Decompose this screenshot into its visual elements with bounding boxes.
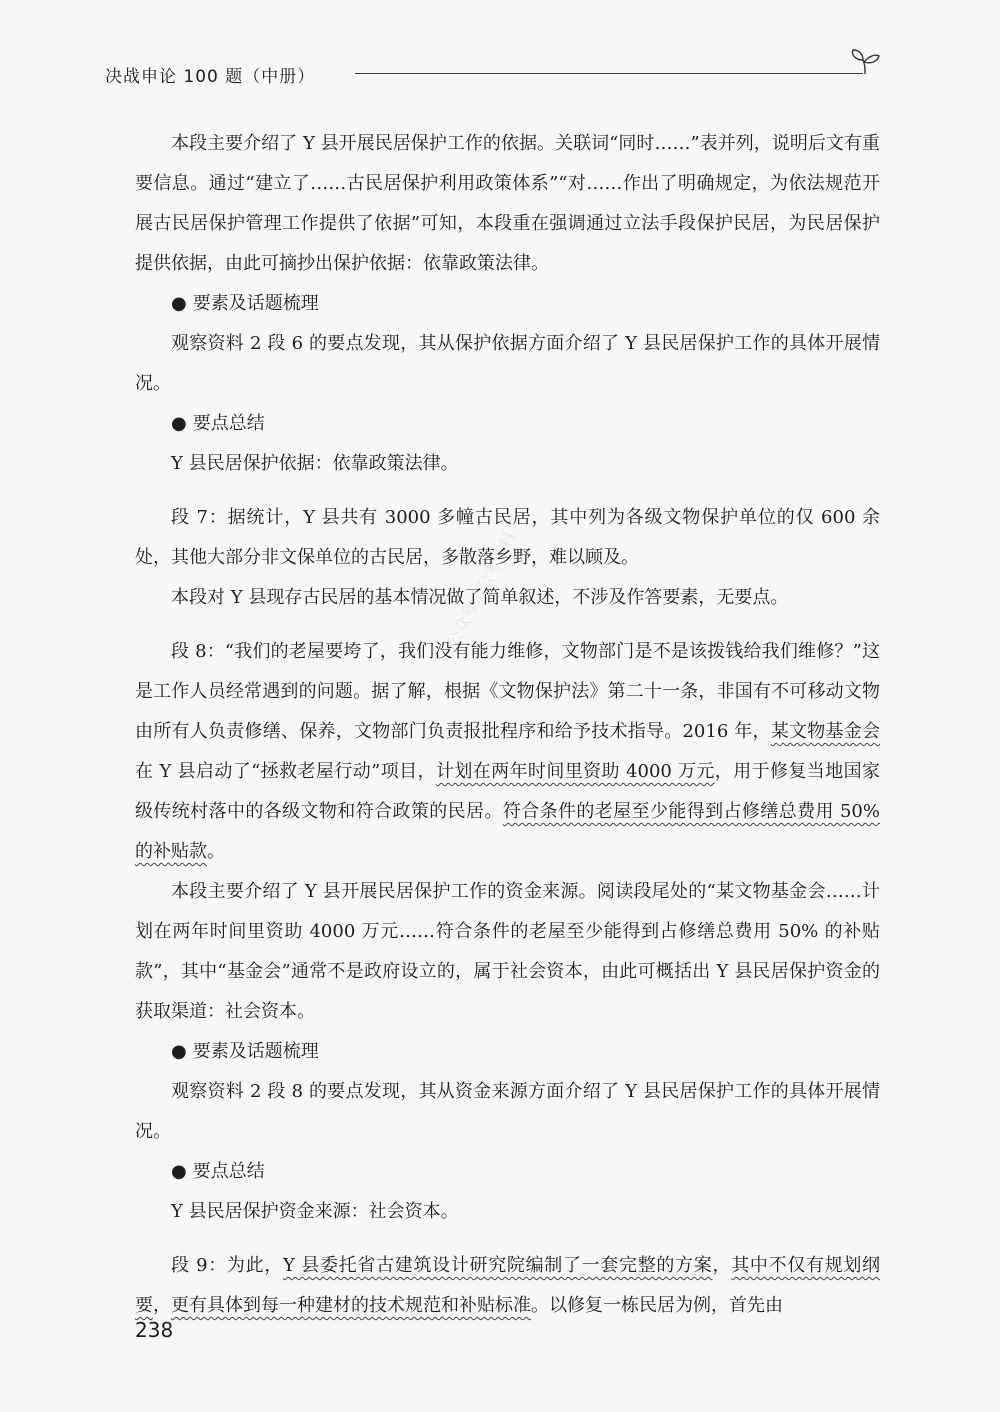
watermark: 公众号：公考资料 <box>442 528 520 651</box>
paragraph-observe-8: 观察资料 2 段 8 的要点发现，其从资金来源方面介绍了 Y 县民居保护工作的具体开展情况。 <box>135 1081 880 1142</box>
text-segment: 。以修复一栋民居为例，首先由 <box>531 1295 783 1316</box>
text-segment: 在 Y 县启动了“拯救老屋行动”项目， <box>135 761 436 782</box>
bullet-icon: ● <box>171 1161 187 1182</box>
heading-elements-2 <box>135 1032 880 1072</box>
underlined-phrase: 某文物基金会 <box>770 721 880 742</box>
bullet-icon: ● <box>171 1041 187 1062</box>
underlined-phrase: 更有具体到每一种建材的技术规范和补贴标准 <box>171 1295 531 1316</box>
header-rule <box>355 73 863 74</box>
paragraph-source-9 <box>135 1246 880 1326</box>
heading-text: 要素及话题梳理 <box>192 293 319 314</box>
page-content <box>135 124 880 1326</box>
paragraph-analysis-6: 本段主要介绍了 Y 县开展民居保护工作的依据。关联词“同时……”表并列，说明后文有重要信息。通过“建立了……古民居保护利用政策体系”“对……作出了明确规定，为依法规范开展古民居保护管理工作提供了依据”可知，本段重在强调通过立法手段保护民居，为民居保护提供依据，由此可摘抄出保护依据：依靠政策法律。 <box>135 133 880 274</box>
text-segment: 段 8：“我们的老屋要垮了，我们没有能力维修，文物部门是不是该拨钱给我们维修？”这是工作人员经常遇到的问题。据了解，根据《文物保护法》第二十一条，非国有不可移动文物由所有人负责修缮、保养，文物部门负责报批程序和给予技术指导。2016 年， <box>135 641 880 742</box>
heading-summary-1 <box>135 404 880 444</box>
heading-text: 要点总结 <box>192 413 265 434</box>
text-segment: ， <box>153 1295 171 1316</box>
text-segment: 。 <box>207 841 225 862</box>
underlined-phrase: 符合条件的老屋至少能得到占修缮总费用 50% 的补贴款 <box>135 801 880 862</box>
running-header <box>105 50 885 90</box>
paragraph-summary-6: Y 县民居保护依据：依靠政策法律。 <box>171 453 459 474</box>
sprout-icon <box>845 44 885 84</box>
paragraph-source-8 <box>135 632 880 872</box>
heading-summary-2 <box>135 1152 880 1192</box>
text-segment: 段 9：为此， <box>171 1255 284 1276</box>
heading-text: 要点总结 <box>192 1161 265 1182</box>
heading-text: 要素及话题梳理 <box>192 1041 319 1062</box>
paragraph-analysis-8: 本段主要介绍了 Y 县开展民居保护工作的资金来源。阅读段尾处的“某文物基金会……计划在两年时间里资助 4000 万元……符合条件的老屋至少能得到占修缮总费用 50% 的补贴款”，其中“基金会”通常不是政府设立的，属于社会资本，由此可概括出 Y 县民居保护资金的获取渠道：社会资本。 <box>135 881 880 1022</box>
paragraph-source-7: 段 7：据统计，Y 县共有 3000 多幢古民居，其中列为各级文物保护单位的仅 600 余处，其他大部分非文保单位的古民居，多散落乡野，难以顾及。 <box>135 507 880 568</box>
paragraph-analysis-7: 本段对 Y 县现存古民居的基本情况做了简单叙述，不涉及作答要素，无要点。 <box>171 587 789 608</box>
bullet-icon: ● <box>171 413 187 434</box>
heading-elements-1 <box>135 284 880 324</box>
text-segment: ， <box>712 1255 732 1276</box>
underlined-phrase: 计划在两年时间里资助 4000 万元 <box>435 761 715 782</box>
book-title: 决战申论 100 题（中册） <box>105 67 316 87</box>
underlined-phrase: 其中不仅有规划纲要 <box>135 1255 881 1316</box>
underlined-phrase: Y 县委托省古建筑设计研究院编制了一套完整的方案 <box>283 1255 713 1276</box>
bullet-icon: ● <box>171 293 187 314</box>
paragraph-observe-6: 观察资料 2 段 6 的要点发现，其从保护依据方面介绍了 Y 县民居保护工作的具体开展情况。 <box>135 333 880 394</box>
text-segment: ，用于修复当地国家级传统村落中的各级文物和符合政策的民居。 <box>135 761 880 822</box>
paragraph-summary-8: Y 县民居保护资金来源：社会资本。 <box>171 1201 459 1222</box>
page-number: 238 <box>135 1318 174 1342</box>
